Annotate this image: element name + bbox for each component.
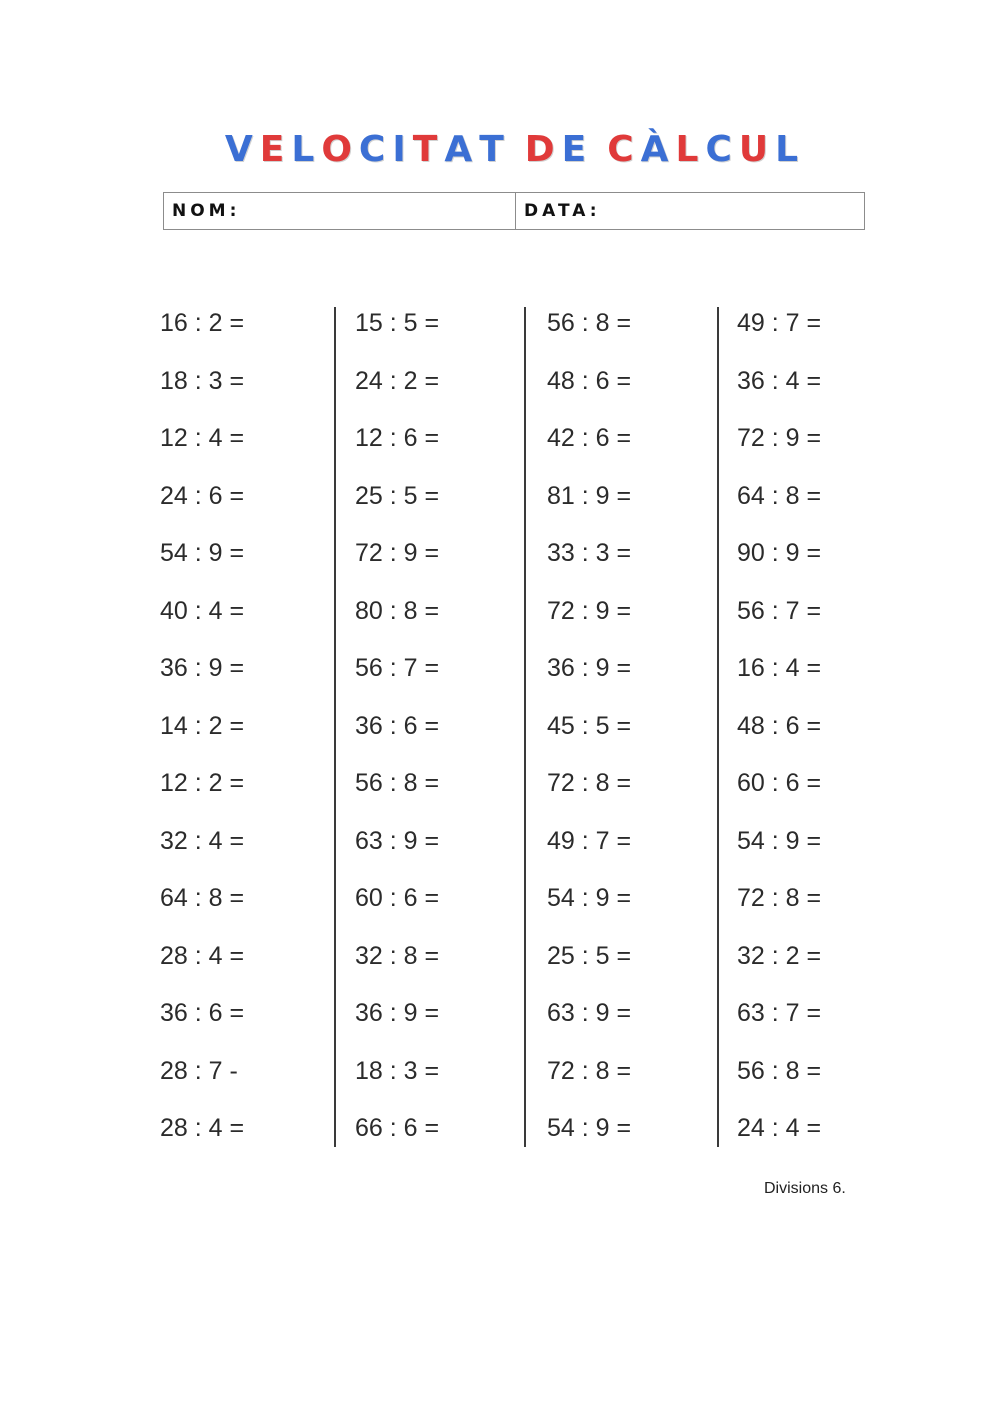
division-exercise[interactable]: 15 : 5 = [355,309,440,337]
division-exercise[interactable]: 66 : 6 = [355,1114,440,1142]
division-exercise[interactable]: 28 : 7 - [160,1056,238,1085]
division-exercise[interactable]: 16 : 4 = [737,654,822,682]
division-exercise[interactable]: 49 : 7 = [547,826,632,855]
worksheet-title [0,128,1000,172]
name-label: NOM: [172,201,241,221]
division-exercise[interactable]: 56 : 8 = [737,1056,822,1085]
column-divider [717,307,719,1147]
division-exercise[interactable]: 25 : 5 = [547,941,632,970]
division-exercise[interactable]: 18 : 3 = [160,366,245,395]
division-exercise[interactable]: 49 : 7 = [737,309,822,337]
division-exercise[interactable]: 36 : 9 = [160,654,245,682]
worksheet-footer: Divisions 6. [764,1180,846,1197]
division-exercise[interactable]: 48 : 6 = [547,366,632,395]
division-exercise[interactable]: 81 : 9 = [547,481,632,510]
division-exercise[interactable]: 64 : 8 = [737,481,822,510]
division-exercise[interactable]: 72 : 8 = [547,769,632,797]
division-exercise[interactable]: 36 : 9 = [355,999,440,1027]
division-exercise[interactable]: 18 : 3 = [355,1056,440,1085]
title-letter: C [607,129,641,170]
title-letter: U [738,129,776,170]
division-exercise[interactable]: 24 : 6 = [160,481,245,510]
division-exercise[interactable]: 14 : 2 = [160,711,245,740]
division-exercise[interactable]: 12 : 4 = [160,424,245,452]
division-exercise[interactable]: 54 : 9 = [160,539,245,567]
division-exercise[interactable]: 63 : 7 = [737,999,822,1027]
division-exercise[interactable]: 32 : 8 = [355,941,440,970]
division-exercise[interactable]: 90 : 9 = [737,539,822,567]
division-exercise[interactable]: 72 : 8 = [737,884,822,912]
title-letter: C [705,129,739,170]
division-exercise[interactable]: 60 : 6 = [737,769,822,797]
division-exercise[interactable]: 36 : 9 = [547,654,632,682]
division-exercise[interactable]: 72 : 9 = [547,596,632,625]
division-exercise[interactable]: 56 : 8 = [355,769,440,797]
division-exercise[interactable]: 32 : 4 = [160,826,245,855]
title-letter: C [358,129,393,170]
division-exercise[interactable]: 72 : 9 = [355,539,440,567]
division-exercise[interactable]: 56 : 8 = [547,309,632,337]
title-letter: E [561,129,594,170]
title-letter: L [775,129,806,170]
title-letter: À [640,129,676,170]
division-exercise[interactable]: 16 : 2 = [160,309,245,337]
division-exercise[interactable]: 36 : 6 = [355,711,440,740]
title-letter: D [524,129,562,170]
title-letter: O [321,129,359,170]
division-exercise[interactable]: 28 : 4 = [160,941,245,970]
name-date-table [163,192,865,230]
column-divider [334,307,336,1147]
division-exercise[interactable]: 56 : 7 = [355,654,440,682]
division-exercise[interactable]: 33 : 3 = [547,539,632,567]
division-exercise[interactable]: 36 : 4 = [737,366,822,395]
title-letter: T [412,129,445,170]
division-exercise[interactable]: 54 : 9 = [547,884,632,912]
division-exercise[interactable]: 54 : 9 = [547,1114,632,1142]
title-letter: A [444,129,480,170]
division-exercise[interactable]: 54 : 9 = [737,826,822,855]
division-exercise[interactable]: 64 : 8 = [160,884,245,912]
division-exercise[interactable]: 60 : 6 = [355,884,440,912]
division-exercise[interactable]: 25 : 5 = [355,481,440,510]
title-letter: T [479,129,511,170]
division-exercise[interactable]: 42 : 6 = [547,424,632,452]
column-divider [524,307,526,1147]
title-letter: I [392,129,413,170]
division-exercise[interactable]: 12 : 2 = [160,769,245,797]
name-field[interactable] [164,193,516,229]
division-exercise[interactable]: 45 : 5 = [547,711,632,740]
division-exercise[interactable]: 63 : 9 = [547,999,632,1027]
division-exercise[interactable]: 40 : 4 = [160,596,245,625]
title-letter: L [291,129,322,170]
division-exercise[interactable]: 80 : 8 = [355,596,440,625]
division-exercise[interactable]: 36 : 6 = [160,999,245,1027]
division-exercise[interactable]: 24 : 4 = [737,1114,822,1142]
division-exercise[interactable]: 12 : 6 = [355,424,440,452]
title-letter: V [224,129,260,170]
title-space [593,128,607,172]
date-field[interactable] [516,193,864,229]
division-exercise[interactable]: 24 : 2 = [355,366,440,395]
exercise-grid [160,300,860,1150]
division-exercise[interactable]: 72 : 9 = [737,424,822,452]
title-letter: L [675,129,706,170]
date-label: DATA: [524,201,601,221]
division-exercise[interactable]: 63 : 9 = [355,826,440,855]
title-space [511,128,525,172]
division-exercise[interactable]: 32 : 2 = [737,941,822,970]
title-letter: E [259,129,292,170]
division-exercise[interactable]: 28 : 4 = [160,1114,245,1142]
division-exercise[interactable]: 48 : 6 = [737,711,822,740]
division-exercise[interactable]: 72 : 8 = [547,1056,632,1085]
division-exercise[interactable]: 56 : 7 = [737,596,822,625]
